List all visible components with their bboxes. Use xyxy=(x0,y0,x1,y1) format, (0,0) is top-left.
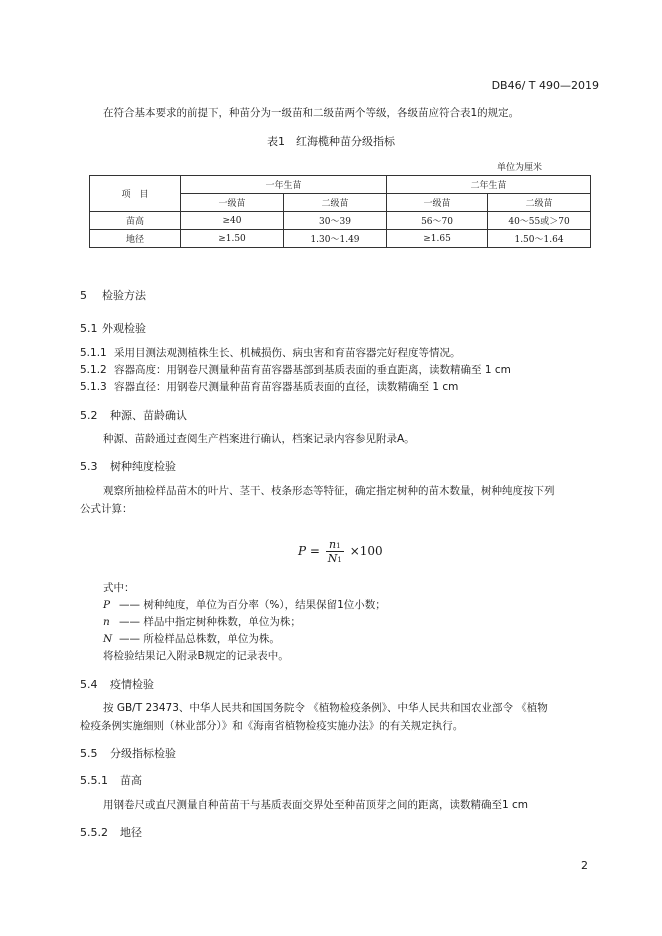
section-5-2-heading: 5.2 种源、苗龄确认 xyxy=(80,409,187,422)
clause-5-1-1: 5.1.1 采用目测法观测植株生长、机械损伤、病虫害和育苗容器完好程度等情况。 xyxy=(80,347,461,359)
section-5-4-body-line2: 检疫条例实施细则（林业部分）》和《海南省植物检疫实施办法》的有关规定执行。 xyxy=(80,720,464,732)
table-cell: 1.30～1.49 xyxy=(284,230,387,248)
section-5-3-body-line2: 公式计算： xyxy=(80,503,133,515)
where-item-P: P —— 树种纯度，单位为百分率（%），结果保留1位小数； xyxy=(103,599,386,611)
table-unit: 单位为厘米 xyxy=(496,163,542,173)
subheader: 一级苗 xyxy=(181,194,284,212)
purity-formula: P = $\frac{n1}{N1}$ ×100 xyxy=(298,538,383,565)
section-5-3-heading: 5.3 树种纯度检验 xyxy=(80,460,176,473)
section-5-4-heading: 5.4 疫情检验 xyxy=(80,678,154,691)
row-label: 苗高 xyxy=(90,212,181,230)
section-5-5-heading: 5.5 分级指标检验 xyxy=(80,747,176,760)
section-5-heading: 5 检验方法 xyxy=(80,289,146,302)
clause-5-1-2: 5.1.2 容器高度：用钢卷尺测量种苗育苗容器基部到基质表面的垂直距离，读数精确至 1 cm xyxy=(80,364,511,376)
item-header: 项 目 xyxy=(90,176,181,212)
group-header-year2: 二年生苗 xyxy=(387,176,591,194)
subheader: 一级苗 xyxy=(387,194,488,212)
page-number: 2 xyxy=(581,859,588,872)
section-5-4-body-line1: 按 GB/T 23473、中华人民共和国国务院令 《植物检疫条例》、中华人民共和国农业部令 《植物 xyxy=(103,702,548,714)
table-cell: 30～39 xyxy=(284,212,387,230)
table-cell: ≥1.50 xyxy=(181,230,284,248)
subheader: 二级苗 xyxy=(488,194,591,212)
record-note: 将检验结果记入附录B规定的记录表中。 xyxy=(103,650,289,662)
row-label: 地径 xyxy=(90,230,181,248)
where-item-n: n —— 样品中指定树种株数，单位为株； xyxy=(103,616,301,628)
table-row xyxy=(90,212,591,230)
group-header-year1: 一年生苗 xyxy=(181,176,387,194)
intro-paragraph: 在符合基本要求的前提下，种苗分为一级苗和二级苗两个等级，各级苗应符合表1的规定。 xyxy=(103,107,520,119)
table-cell: 40～55或＞70 xyxy=(488,212,591,230)
section-5-5-1-body: 用钢卷尺或直尺测量自种苗苗干与基质表面交界处至种苗顶芽之间的距离，读数精确至1 cm xyxy=(103,799,529,811)
section-5-5-2-heading: 5.5.2 地径 xyxy=(80,826,142,839)
table-cell: ≥1.65 xyxy=(387,230,488,248)
table-row xyxy=(90,230,591,248)
where-label: 式中： xyxy=(103,582,135,594)
table-cell: ≥40 xyxy=(181,212,284,230)
table-cell: 56～70 xyxy=(387,212,488,230)
section-5-3-body-line1: 观察所抽检样品苗木的叶片、茎干、枝条形态等特征，确定指定树种的苗木数量，树种纯度按下列 xyxy=(103,485,555,497)
clause-5-1-3: 5.1.3 容器直径：用钢卷尺测量种苗育苗容器基质表面的直径，读数精确至 1 cm xyxy=(80,381,459,393)
standard-number: DB46/ T 490—2019 xyxy=(491,79,599,92)
subheader: 二级苗 xyxy=(284,194,387,212)
section-5-1-heading: 5.1 外观检验 xyxy=(80,322,146,335)
table-cell: 1.50～1.64 xyxy=(488,230,591,248)
table-caption: 表1 红海榄种苗分级指标 xyxy=(267,135,395,148)
where-item-N: N —— 所检样品总株数，单位为株。 xyxy=(103,633,280,645)
section-5-5-1-heading: 5.5.1 苗高 xyxy=(80,774,142,787)
formula-fraction: $\frac{n1}{N1}$ xyxy=(327,538,342,565)
grading-table xyxy=(89,175,591,248)
section-5-2-body: 种源、苗龄通过查阅生产档案进行确认，档案记录内容参见附录A。 xyxy=(103,433,415,445)
